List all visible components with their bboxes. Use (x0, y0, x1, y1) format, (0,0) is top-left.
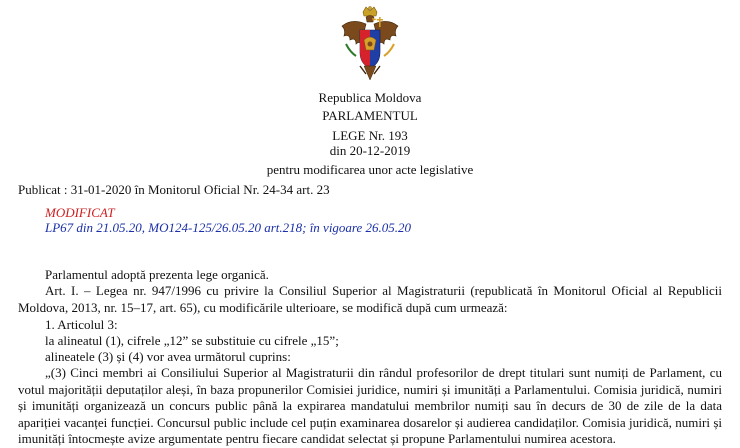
law-subject: pentru modificarea unor acte legislative (266, 162, 474, 177)
intro-sentence: Parlamentul adoptă prezenta lege organică. (45, 267, 269, 282)
article-1-paragraph: Art. I. – Legea nr. 947/1996 cu privire la Consiliul Superior al Magistraturii (republicată în Monitorul Oficial al Republicii Moldova, 2013, nr. 15–17, art. 65), cu modificările ulterioare, se modifică după cum urmează: (18, 283, 722, 315)
modification-link[interactable]: LP67 din 21.05.20, MO124-125/26.05.20 art.218; în vigoare 26.05.20 (45, 220, 412, 235)
law-title: LEGE Nr. 193 (332, 128, 408, 143)
country-name: Republica Moldova (318, 90, 422, 105)
modification-label: MODIFICAT (45, 205, 115, 220)
institution-name: PARLAMENTUL (322, 108, 418, 123)
point-1: 1. Articolul 3: (45, 317, 118, 332)
publication-info: Publicat : 31-01-2020 în Monitorul Oficial Nr. 24-34 art. 23 (18, 182, 330, 197)
paragraph-3: „(3) Cinci membri ai Consiliului Superior al Magistraturii din rândul profesorilor de drept titulari sunt numiți de Parlament, cu votul majorității deputaților aleși, în baza propunerilor Comisiei juridice, numiri și imunități a Parlamentului. Comisia juridică, numiri și imunități organizează un concurs public până la expirarea mandatului membrilor numiți sau în decurs de 30 de zile de la data apariției vacanței funcției. Concursul public include cel puțin examinarea dosarelor și audierea candidaților. Comisia juridică, numiri și imunități întocmește avize argumentate pentru fiecare candidat selectat și propune Parlamentului numirea acestora. (18, 365, 722, 446)
coat-of-arms-emblem (336, 4, 404, 82)
law-date: din 20-12-2019 (329, 143, 411, 158)
point-1-a: la alineatul (1), cifrele „12” se substituie cu cifrele „15”; (45, 333, 339, 348)
point-1-b: alineatele (3) și (4) vor avea următorul cuprins: (45, 349, 291, 364)
